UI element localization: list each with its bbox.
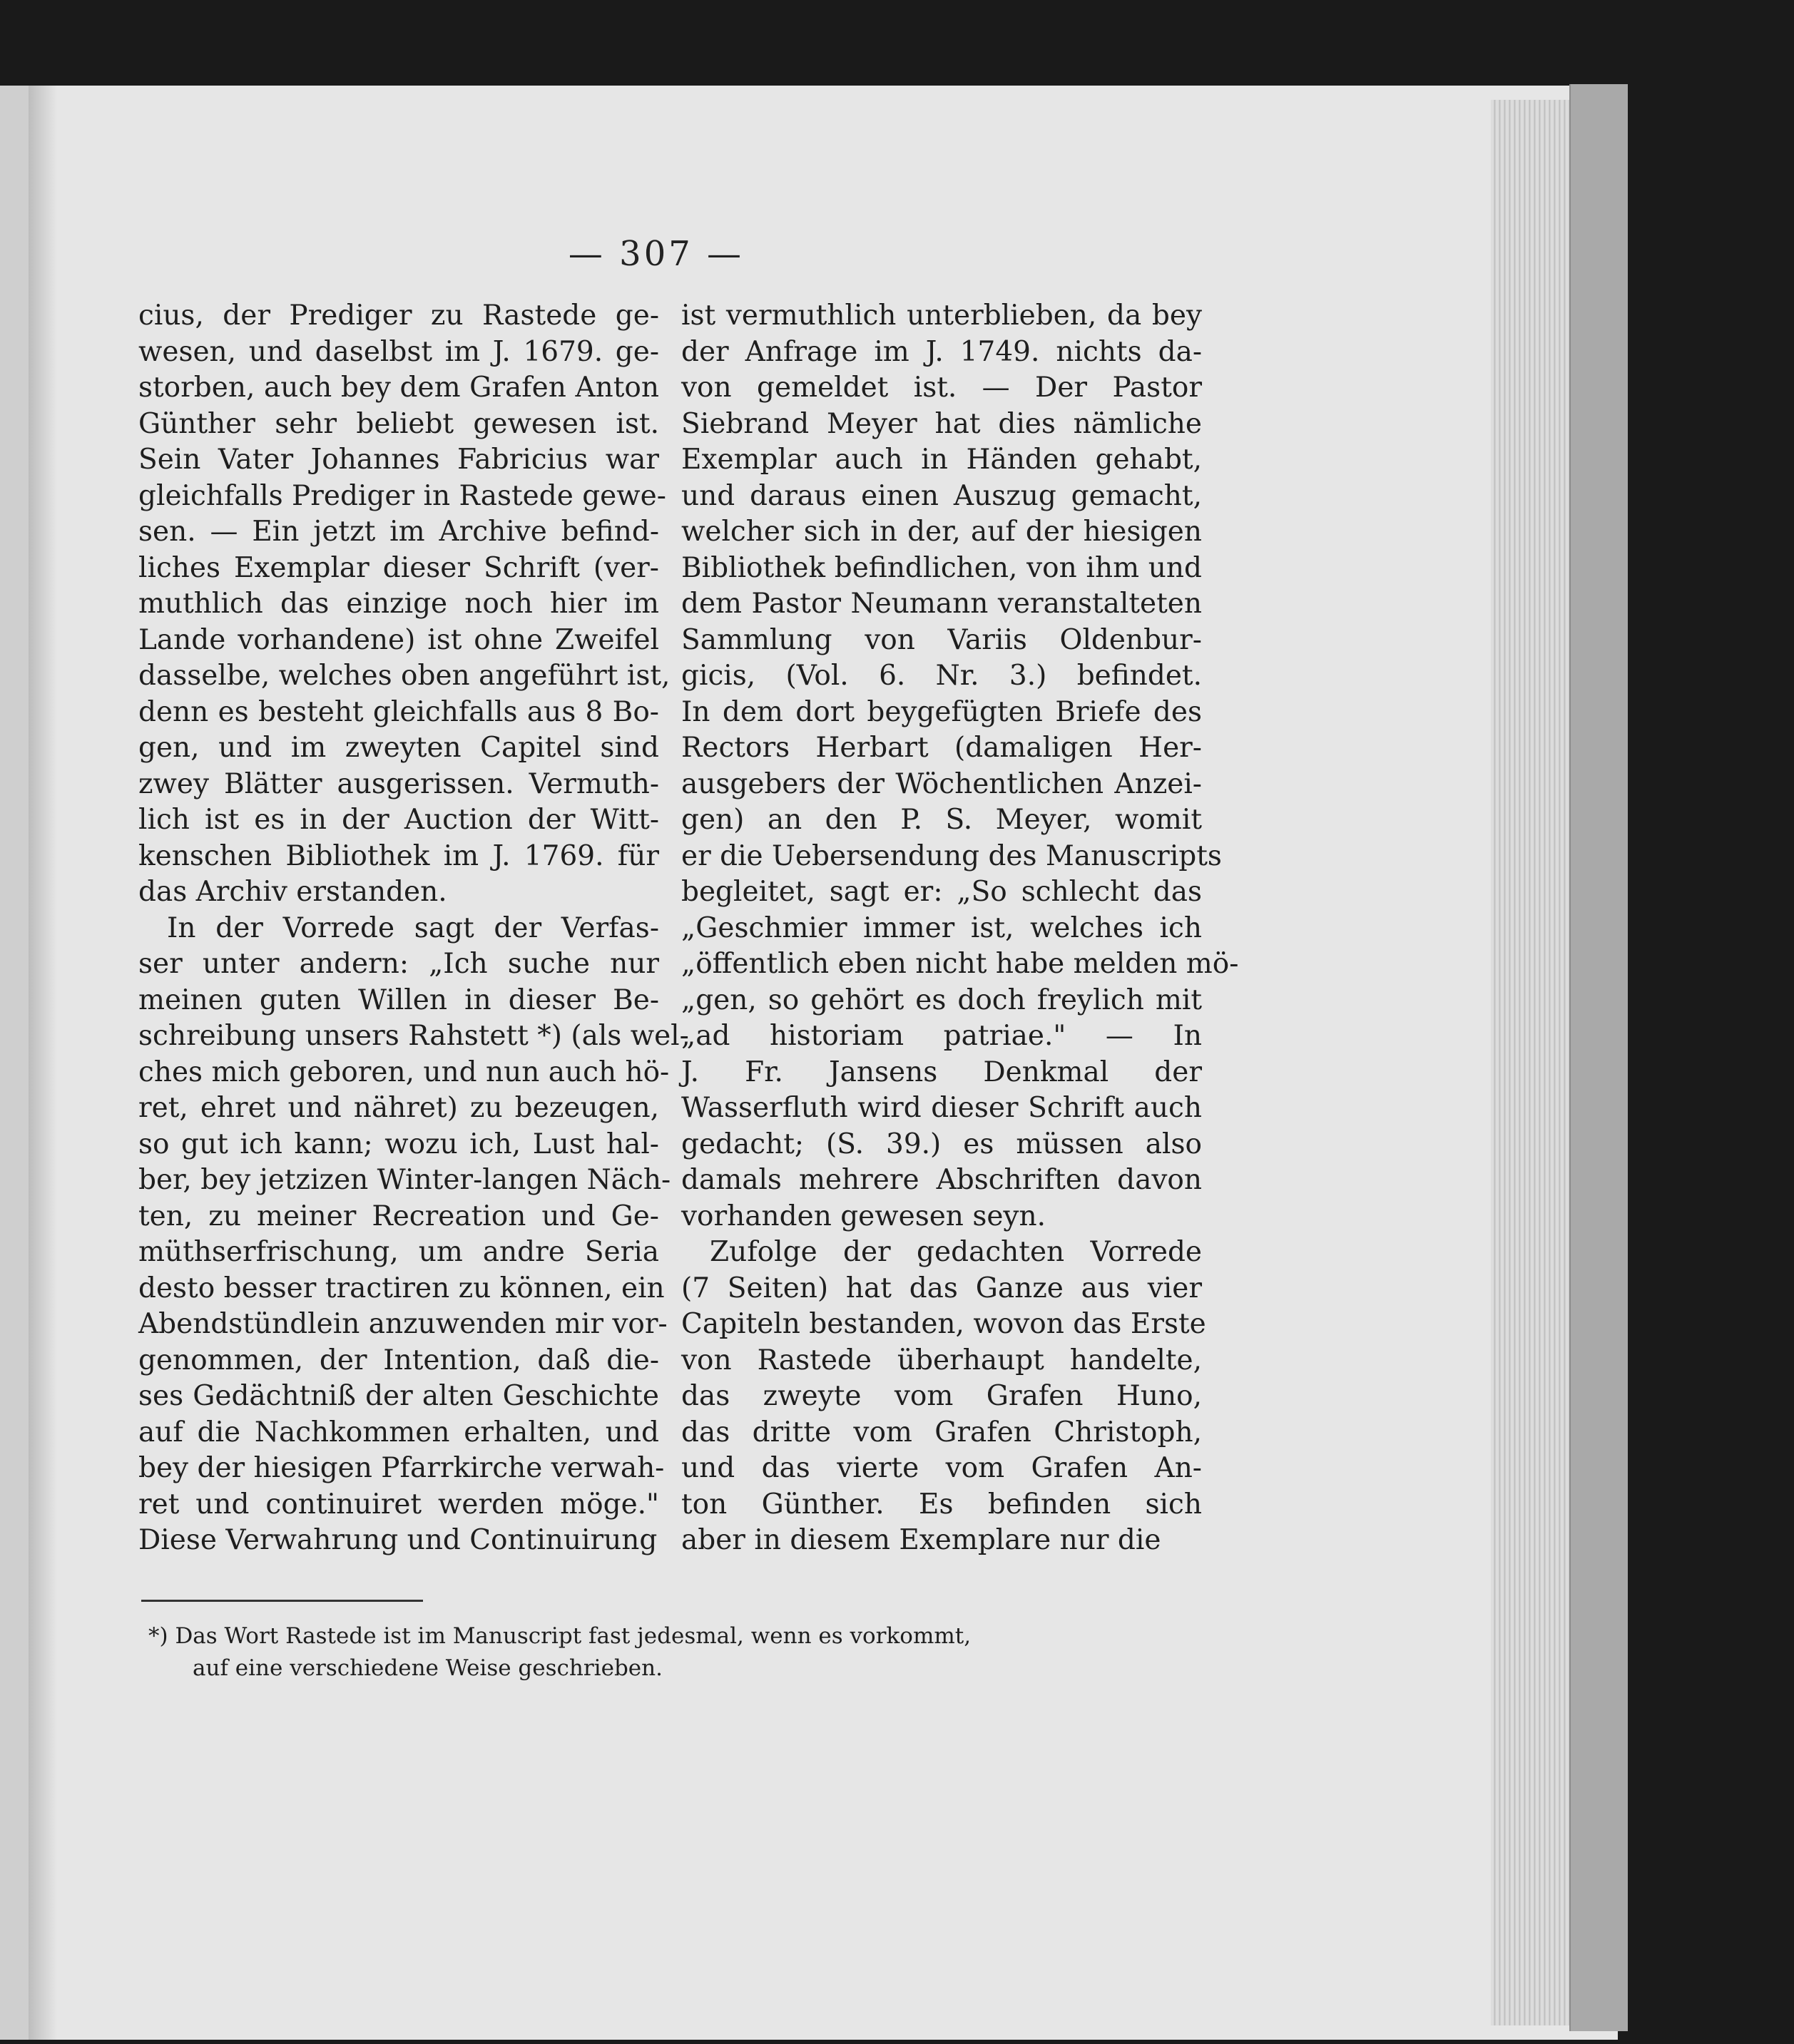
- text-line: dasselbe, welches oben angeführt ist,: [138, 660, 671, 692]
- text-line: bey der hiesigen Pfarrkirche verwah-: [138, 1452, 665, 1484]
- text-line: aber in diesem Exemplare nur die: [681, 1524, 1161, 1556]
- text-line: von gemeldet ist. — Der Pastor: [681, 372, 1202, 404]
- text-line: Sammlung von Variis Oldenbur-: [681, 623, 1202, 656]
- right-text-column: [681, 298, 1239, 1559]
- text-line: vorhanden gewesen seyn.: [681, 1200, 1046, 1232]
- text-line: Zufolge der gedachten Vorrede: [710, 1236, 1202, 1268]
- text-line: Bibliothek befindlichen, von ihm und: [681, 551, 1202, 584]
- text-line: gen, und im zweyten Capitel sind: [138, 732, 659, 764]
- text-line: sen. — Ein jetzt im Archive befind-: [138, 516, 659, 548]
- left-text-column: [138, 298, 689, 1559]
- text-line: gen) an den P. S. Meyer, womit: [681, 804, 1202, 836]
- book-cover-edge: [1569, 84, 1628, 2031]
- text-line: Wasserfluth wird dieser Schrift auch: [681, 1092, 1202, 1124]
- text-line: cius, der Prediger zu Rastede ge-: [138, 300, 659, 332]
- text-line: und das vierte vom Grafen An-: [681, 1452, 1202, 1484]
- text-line: Sein Vater Johannes Fabricius war: [138, 444, 659, 476]
- text-line: gicis, (Vol. 6. Nr. 3.) befindet.: [681, 660, 1202, 692]
- text-line: ist vermuthlich unterblieben, da bey: [681, 300, 1202, 332]
- text-line: dem Pastor Neumann veranstalteten: [681, 588, 1202, 620]
- text-line: das zweyte vom Grafen Huno,: [681, 1380, 1202, 1412]
- text-line: liches Exemplar dieser Schrift (ver-: [138, 551, 659, 584]
- text-line: ton Günther. Es befinden sich: [681, 1488, 1202, 1521]
- text-line: begleitet, sagt er: „So schlecht das: [681, 876, 1202, 908]
- text-line: und daraus einen Auszug gemacht,: [681, 479, 1202, 512]
- text-line: Siebrand Meyer hat dies nämliche: [681, 407, 1202, 440]
- text-line: das Archiv erstanden.: [138, 876, 447, 908]
- text-line: desto besser tractiren zu können, ein: [138, 1272, 665, 1304]
- text-line: „öffentlich eben nicht habe melden mö-: [681, 948, 1239, 980]
- footnote: [148, 1620, 1190, 1685]
- text-line: welcher sich in der, auf der hiesigen: [681, 516, 1202, 548]
- text-line: Lande vorhandene) ist ohne Zweifel: [138, 623, 659, 656]
- text-line: storben, auch bey dem Grafen Anton: [138, 372, 659, 404]
- text-line: In der Vorrede sagt der Verfas-: [167, 911, 659, 944]
- text-line: ten, zu meiner Recreation und Ge-: [138, 1200, 659, 1232]
- facing-page-edge: [0, 86, 29, 2040]
- text-line: J. Fr. Jansens Denkmal der: [681, 1056, 1202, 1088]
- text-line: muthlich das einzige noch hier im: [138, 588, 659, 620]
- text-line: Diese Verwahrung und Continuirung: [138, 1524, 658, 1556]
- text-line: der Anfrage im J. 1749. nichts da-: [681, 335, 1202, 368]
- text-line: schreibung unsers Rahstett *) (als wel-: [138, 1020, 689, 1052]
- text-line: gedacht; (S. 39.) es müssen also: [681, 1128, 1202, 1160]
- text-line: meinen guten Willen in dieser Be-: [138, 983, 659, 1016]
- footnote-rule: [141, 1600, 423, 1602]
- text-line: ses Gedächtniß der alten Geschichte: [138, 1380, 659, 1412]
- text-line: ser unter andern: „Ich suche nur: [138, 948, 659, 980]
- text-line: „ad historiam patriae." — In: [681, 1020, 1202, 1052]
- text-line: Günther sehr beliebt gewesen ist.: [138, 407, 659, 440]
- text-line: Rectors Herbart (damaligen Her-: [681, 732, 1202, 764]
- text-line: ches mich geboren, und nun auch hö-: [138, 1056, 670, 1088]
- text-line: kenschen Bibliothek im J. 1769. für: [138, 839, 659, 872]
- text-line: wesen, und daselbst im J. 1679. ge-: [138, 335, 659, 368]
- text-line: ber, bey jetzizen Winter-langen Näch-: [138, 1164, 671, 1196]
- page-number: — 307 —: [568, 234, 745, 274]
- text-line: „gen, so gehört es doch freylich mit: [681, 983, 1202, 1016]
- text-line: müthserfrischung, um andre Seria: [138, 1236, 659, 1268]
- text-line: denn es besteht gleichfalls aus 8 Bo-: [138, 695, 659, 728]
- text-line: er die Uebersendung des Manuscripts: [681, 839, 1222, 872]
- text-line: das dritte vom Grafen Christoph,: [681, 1416, 1202, 1448]
- page-edges: [1491, 100, 1569, 2025]
- text-line: zwey Blätter ausgerissen. Vermuth-: [138, 767, 659, 800]
- text-line: ausgebers der Wöchentlichen Anzei-: [681, 767, 1202, 800]
- text-line: „Geschmier immer ist, welches ich: [681, 911, 1202, 944]
- text-line: ret, ehret und nähret) zu bezeugen,: [138, 1092, 659, 1124]
- text-line: so gut ich kann; wozu ich, Lust hal-: [138, 1128, 659, 1160]
- book-gutter: [29, 86, 57, 2040]
- text-line: (7 Seiten) hat das Ganze aus vier: [681, 1272, 1202, 1304]
- text-line: In dem dort beygefügten Briefe des: [681, 695, 1202, 728]
- text-line: auf die Nachkommen erhalten, und: [138, 1416, 659, 1448]
- text-line: gleichfalls Prediger in Rastede gewe-: [138, 479, 666, 512]
- text-line: genommen, der Intention, daß die-: [138, 1344, 659, 1376]
- text-line: damals mehrere Abschriften davon: [681, 1164, 1202, 1196]
- text-line: lich ist es in der Auction der Witt-: [138, 804, 659, 836]
- text-line: Exemplar auch in Händen gehabt,: [681, 444, 1202, 476]
- text-line: ret und continuiret werden möge.": [138, 1488, 659, 1521]
- footnote-line: auf eine verschiedene Weise geschrieben.: [193, 1655, 663, 1681]
- text-line: Abendstündlein anzuwenden mir vor-: [138, 1308, 668, 1340]
- footnote-line: *) Das Wort Rastede ist im Manuscript fast jedesmal, wenn es vorkommt,: [148, 1623, 972, 1649]
- text-line: Capiteln bestanden, wovon das Erste: [681, 1308, 1206, 1340]
- text-line: von Rastede überhaupt handelte,: [681, 1344, 1202, 1376]
